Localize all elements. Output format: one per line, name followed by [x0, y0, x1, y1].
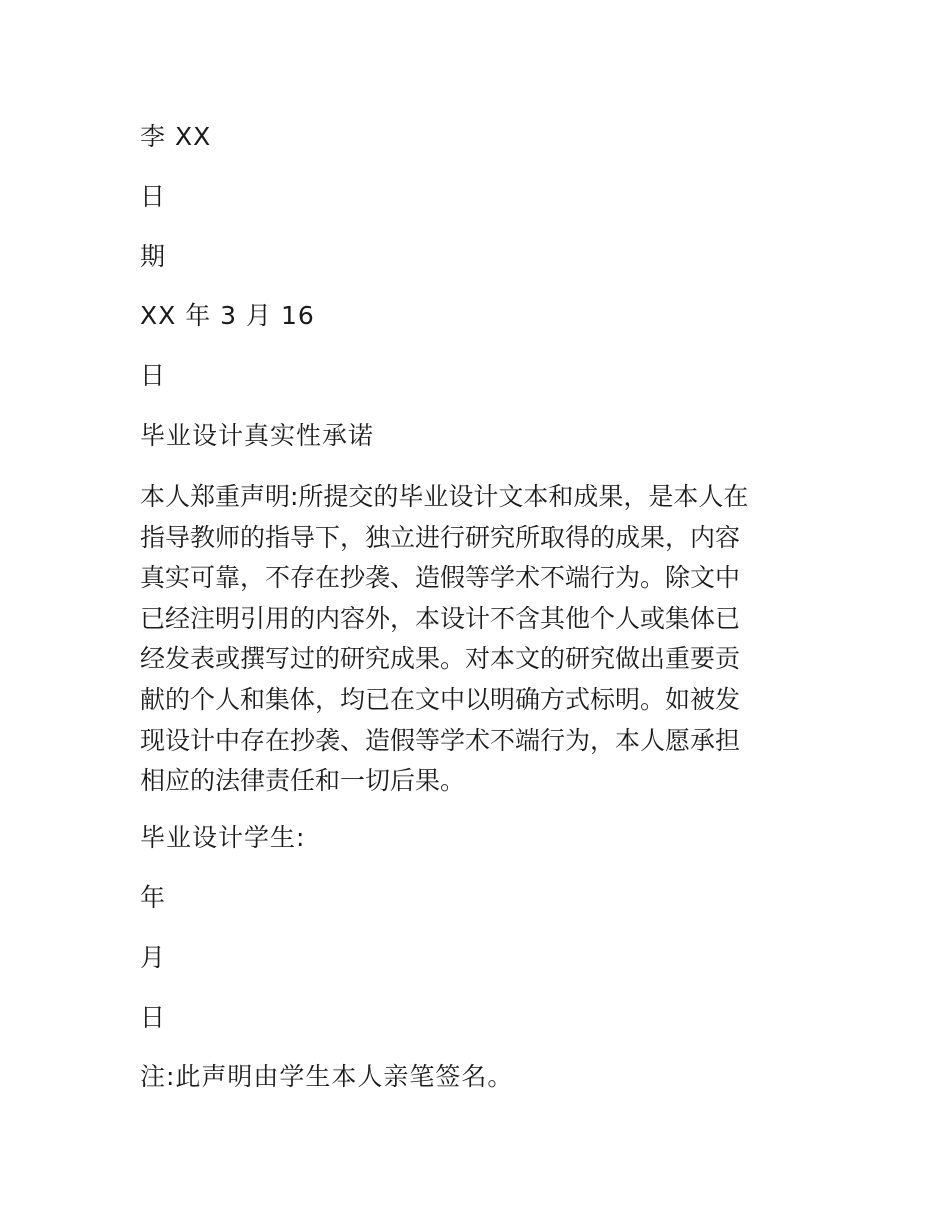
declaration-line: 指导教师的指导下，独立进行研究所取得的成果，内容 [140, 522, 741, 552]
signature-note: 注:此声明由学生本人亲笔签名。 [140, 1062, 514, 1091]
student-name: 李 XX [140, 122, 212, 151]
declaration-title: 毕业设计真实性承诺 [140, 421, 375, 450]
date-label-ri: 日 [140, 182, 167, 211]
declaration-body [140, 477, 802, 802]
declaration-line: 已经注明引用的内容外，本设计不含其他个人或集体已 [140, 603, 741, 633]
declaration-line: 本人郑重声明:所提交的毕业设计文本和成果，是本人在 [140, 482, 749, 511]
declaration-line: 经发表或撰写过的研究成果。对本文的研究做出重要贡 [140, 644, 741, 674]
date-label-qi: 期 [140, 242, 167, 271]
date-value-day: 日 [140, 361, 167, 390]
date-value: XX 年 3 月 16 [140, 301, 315, 330]
student-signature-label: 毕业设计学生: [140, 823, 306, 852]
month-label: 月 [140, 943, 167, 972]
year-label: 年 [140, 883, 167, 912]
declaration-line: 相应的法律责任和一切后果。 [140, 766, 466, 796]
day-label: 日 [140, 1003, 167, 1032]
declaration-line: 现设计中存在抄袭、造假等学术不端行为，本人愿承担 [140, 725, 741, 755]
declaration-line: 献的个人和集体，均已在文中以明确方式标明。如被发 [140, 684, 741, 714]
declaration-line: 真实可靠，不存在抄袭、造假等学术不端行为。除文中 [140, 563, 741, 593]
